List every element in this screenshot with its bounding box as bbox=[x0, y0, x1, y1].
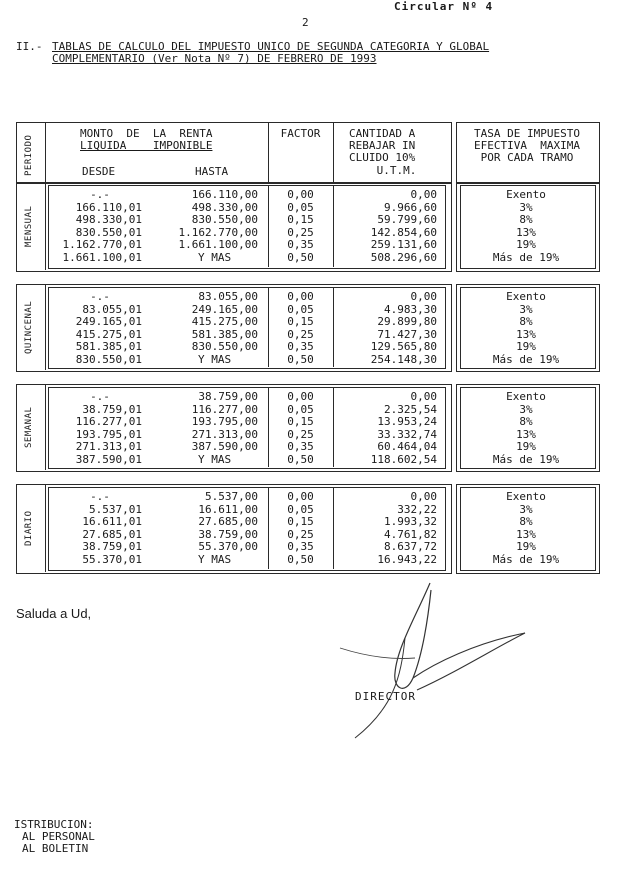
periodo-label: MENSUAL bbox=[24, 205, 34, 247]
tasa-cell: 13% bbox=[516, 527, 536, 541]
column-divider bbox=[333, 185, 334, 267]
factor-cell: 0,15 bbox=[287, 415, 314, 429]
factor-cell: 0,35 bbox=[287, 340, 314, 354]
cantidad-cell: 508.296,60 bbox=[370, 251, 437, 264]
tasa-cell: Exento bbox=[506, 390, 546, 403]
desde-cell: 116.277,01 bbox=[75, 415, 142, 429]
hasta-cell: 116.277,00 bbox=[191, 402, 258, 416]
hasta-cell: 498.330,00 bbox=[191, 200, 258, 214]
hasta-cell: 1.661.100,00 bbox=[178, 238, 258, 252]
cantidad-cell: 118.602,54 bbox=[370, 453, 437, 466]
factor-cell: 0,50 bbox=[287, 251, 314, 264]
tasa-header-line-2: EFECTIVA MAXIMA bbox=[474, 139, 580, 152]
desde-cell: 249.165,01 bbox=[75, 315, 142, 329]
cantidad-cell: 259.131,60 bbox=[370, 238, 437, 252]
column-divider bbox=[333, 287, 334, 367]
cantidad-cell: 9.966,60 bbox=[384, 200, 437, 214]
monto-header-line-2: LIQUIDA IMPONIBLE bbox=[80, 139, 213, 152]
monto-header-line-1: MONTO DE LA RENTA bbox=[80, 127, 213, 140]
desde-cell: 38.759,01 bbox=[82, 402, 142, 416]
hasta-cell: Y MAS bbox=[198, 453, 232, 466]
tasa-cell: 8% bbox=[519, 415, 533, 429]
factor-cell: 0,25 bbox=[287, 327, 314, 341]
tasa-header-line-3: POR CADA TRAMO bbox=[480, 151, 574, 164]
tasa-cell: Exento bbox=[506, 188, 546, 201]
tasa-cell: 13% bbox=[516, 427, 536, 441]
cantidad-cell: 13.953,24 bbox=[377, 415, 437, 429]
factor-cell: 0,05 bbox=[287, 302, 314, 316]
tasa-cell: 19% bbox=[516, 540, 536, 554]
desde-cell: -.- bbox=[90, 188, 110, 201]
desde-cell: -.- bbox=[90, 290, 110, 303]
hasta-header: HASTA bbox=[195, 165, 229, 178]
hasta-cell: Y MAS bbox=[198, 251, 232, 264]
distribution-item: AL BOLETIN bbox=[22, 842, 89, 855]
desde-cell: 581.385,01 bbox=[75, 340, 142, 354]
desde-cell: 16.611,01 bbox=[82, 515, 142, 529]
desde-cell: 271.313,01 bbox=[75, 440, 142, 454]
hasta-cell: 27.685,00 bbox=[198, 515, 258, 529]
factor-cell: 0,35 bbox=[287, 440, 314, 454]
distribution-title: ISTRIBUCION: bbox=[14, 818, 94, 831]
desde-cell: 1.162.770,01 bbox=[62, 238, 142, 252]
factor-cell: 0,35 bbox=[287, 540, 314, 554]
cantidad-cell: 332,22 bbox=[397, 502, 437, 516]
cantidad-cell: 8.637,72 bbox=[384, 540, 437, 554]
cantidad-cell: 16.943,22 bbox=[377, 553, 437, 566]
cantidad-cell: 142.854,60 bbox=[370, 225, 437, 239]
factor-cell: 0,00 bbox=[287, 390, 314, 403]
cantidad-cell: 29.899,80 bbox=[377, 315, 437, 329]
cantidad-cell: 1.993,32 bbox=[384, 515, 437, 529]
hasta-cell: 387.590,00 bbox=[191, 440, 258, 454]
tasa-cell: Exento bbox=[506, 490, 546, 503]
factor-cell: 0,50 bbox=[287, 353, 314, 366]
hasta-cell: 249.165,00 bbox=[191, 302, 258, 316]
cantidad-cell: 60.464,04 bbox=[377, 440, 437, 454]
tasa-cell: 8% bbox=[519, 515, 533, 529]
column-divider bbox=[45, 122, 46, 182]
periodo-label: QUINCENAL bbox=[24, 300, 34, 354]
desde-cell: -.- bbox=[90, 490, 110, 503]
section-number: II.- bbox=[16, 40, 43, 53]
factor-cell: 0,00 bbox=[287, 188, 314, 201]
hasta-cell: 415.275,00 bbox=[191, 315, 258, 329]
tasa-cell: 3% bbox=[519, 402, 533, 416]
desde-cell: 5.537,01 bbox=[89, 502, 142, 516]
closing-greeting: Saluda a Ud, bbox=[16, 606, 92, 621]
hasta-cell: 581.385,00 bbox=[191, 327, 258, 341]
tasa-header-line-1: TASA DE IMPUESTO bbox=[474, 127, 580, 140]
circular-number: Circular Nº 4 bbox=[394, 0, 494, 13]
cantidad-cell: 71.427,30 bbox=[377, 327, 437, 341]
desde-cell: 83.055,01 bbox=[82, 302, 142, 316]
signature bbox=[335, 578, 545, 748]
hasta-cell: 1.162.770,00 bbox=[178, 225, 258, 239]
factor-cell: 0,50 bbox=[287, 453, 314, 466]
cantidad-header-line-4: U.T.M. bbox=[376, 164, 417, 177]
cantidad-cell: 0,00 bbox=[410, 490, 437, 503]
cantidad-header-line-3: CLUIDO 10% bbox=[349, 151, 416, 164]
tasa-cell: Más de 19% bbox=[492, 353, 560, 366]
tasa-cell: Más de 19% bbox=[492, 453, 560, 466]
hasta-cell: Y MAS bbox=[198, 353, 232, 366]
cantidad-header-line-1: CANTIDAD A bbox=[349, 127, 416, 140]
desde-cell: 1.661.100,01 bbox=[62, 251, 142, 264]
periodo-label: SEMANAL bbox=[24, 406, 34, 448]
hasta-cell: 5.537,00 bbox=[205, 490, 258, 503]
tasa-cell: 8% bbox=[519, 213, 533, 227]
factor-cell: 0,00 bbox=[287, 490, 314, 503]
hasta-cell: 193.795,00 bbox=[191, 415, 258, 429]
column-divider bbox=[333, 387, 334, 467]
factor-cell: 0,50 bbox=[287, 553, 314, 566]
hasta-cell: 38.759,00 bbox=[198, 390, 258, 403]
tasa-cell: 13% bbox=[516, 225, 536, 239]
cantidad-cell: 59.799,60 bbox=[377, 213, 437, 227]
desde-header: DESDE bbox=[82, 165, 116, 178]
cantidad-cell: 4.983,30 bbox=[384, 302, 437, 316]
periodo-label: DIARIO bbox=[24, 510, 34, 546]
desde-cell: 498.330,01 bbox=[75, 213, 142, 227]
hasta-cell: 83.055,00 bbox=[198, 290, 258, 303]
distribution-item: AL PERSONAL bbox=[22, 830, 95, 843]
factor-cell: 0,00 bbox=[287, 290, 314, 303]
cantidad-cell: 0,00 bbox=[410, 390, 437, 403]
tasa-cell: Más de 19% bbox=[492, 251, 560, 264]
tasa-cell: Exento bbox=[506, 290, 546, 303]
cantidad-cell: 33.332,74 bbox=[377, 427, 437, 441]
tasa-cell: 19% bbox=[516, 238, 536, 252]
section-title-line-2: COMPLEMENTARIO (Ver Nota Nº 7) DE FEBRERO DE 1993 bbox=[52, 52, 377, 65]
hasta-cell: 166.110,00 bbox=[191, 188, 258, 201]
tasa-cell: 8% bbox=[519, 315, 533, 329]
desde-cell: 830.550,01 bbox=[75, 225, 142, 239]
factor-cell: 0,05 bbox=[287, 502, 314, 516]
tasa-cell: 3% bbox=[519, 502, 533, 516]
tasa-cell: 3% bbox=[519, 200, 533, 214]
hasta-cell: 38.759,00 bbox=[198, 527, 258, 541]
factor-cell: 0,05 bbox=[287, 200, 314, 214]
periodo-header: PERIODO bbox=[24, 134, 34, 176]
desde-cell: 27.685,01 bbox=[82, 527, 142, 541]
desde-cell: 55.370,01 bbox=[82, 553, 142, 566]
cantidad-cell: 254.148,30 bbox=[370, 353, 437, 366]
tasa-cell: 3% bbox=[519, 302, 533, 316]
factor-cell: 0,15 bbox=[287, 515, 314, 529]
tasa-cell: 13% bbox=[516, 327, 536, 341]
factor-cell: 0,25 bbox=[287, 225, 314, 239]
factor-header: FACTOR bbox=[280, 127, 321, 140]
hasta-cell: Y MAS bbox=[198, 553, 232, 566]
tasa-cell: Más de 19% bbox=[492, 553, 560, 566]
cantidad-header-line-2: REBAJAR IN bbox=[349, 139, 416, 152]
desde-cell: 166.110,01 bbox=[75, 200, 142, 214]
director-label: DIRECTOR bbox=[355, 690, 416, 703]
factor-cell: 0,15 bbox=[287, 213, 314, 227]
hasta-cell: 55.370,00 bbox=[198, 540, 258, 554]
cantidad-cell: 0,00 bbox=[410, 188, 437, 201]
section-title-line-1: TABLAS DE CALCULO DEL IMPUESTO UNICO DE SEGUNDA CATEGORIA Y GLOBAL bbox=[52, 40, 490, 53]
tasa-cell: 19% bbox=[516, 440, 536, 454]
hasta-cell: 271.313,00 bbox=[191, 427, 258, 441]
cantidad-cell: 2.325,54 bbox=[384, 402, 437, 416]
desde-cell: 193.795,01 bbox=[75, 427, 142, 441]
factor-cell: 0,15 bbox=[287, 315, 314, 329]
hasta-cell: 830.550,00 bbox=[191, 340, 258, 354]
column-divider bbox=[333, 122, 334, 182]
factor-cell: 0,25 bbox=[287, 527, 314, 541]
cantidad-cell: 129.565,80 bbox=[370, 340, 437, 354]
factor-cell: 0,25 bbox=[287, 427, 314, 441]
tasa-cell: 19% bbox=[516, 340, 536, 354]
cantidad-cell: 0,00 bbox=[410, 290, 437, 303]
hasta-cell: 16.611,00 bbox=[198, 502, 258, 516]
desde-cell: -.- bbox=[90, 390, 110, 403]
factor-cell: 0,05 bbox=[287, 402, 314, 416]
factor-cell: 0,35 bbox=[287, 238, 314, 252]
page-number: 2 bbox=[302, 16, 309, 29]
desde-cell: 830.550,01 bbox=[75, 353, 142, 366]
cantidad-cell: 4.761,82 bbox=[384, 527, 437, 541]
desde-cell: 387.590,01 bbox=[75, 453, 142, 466]
column-divider bbox=[333, 487, 334, 569]
desde-cell: 415.275,01 bbox=[75, 327, 142, 341]
hasta-cell: 830.550,00 bbox=[191, 213, 258, 227]
desde-cell: 38.759,01 bbox=[82, 540, 142, 554]
